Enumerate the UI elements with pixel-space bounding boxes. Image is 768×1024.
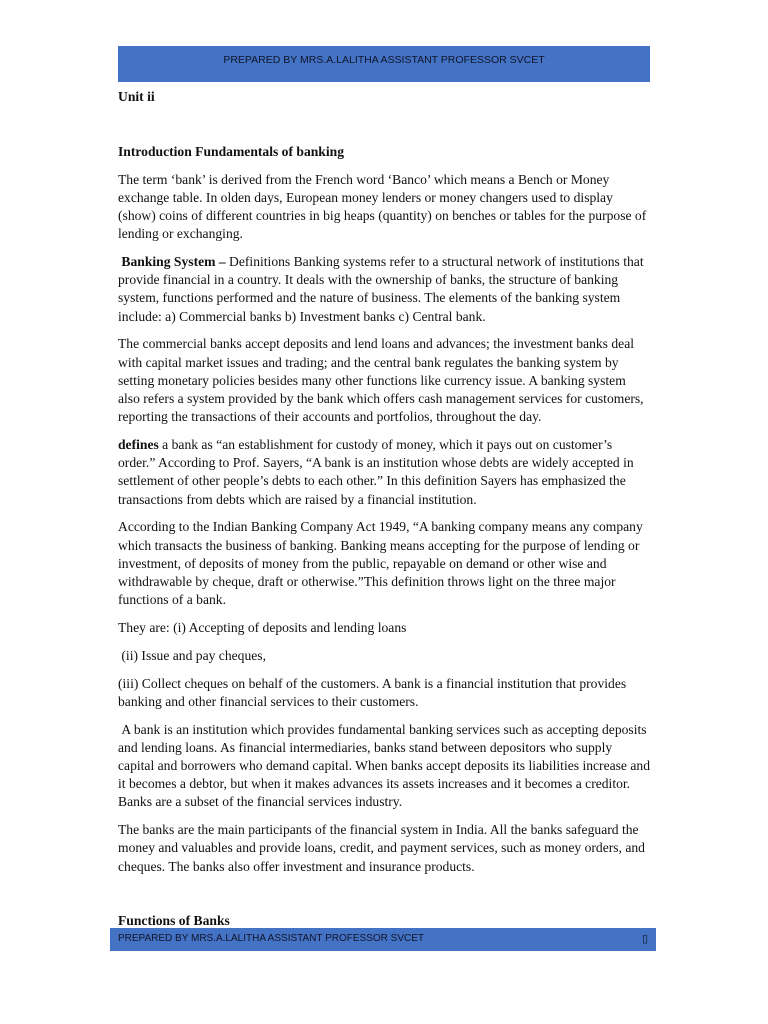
paragraph-functions-list-3: (iii) Collect cheques on behalf of the customers. A bank is a financial institution that provides banking and other financial services to their customers. [118, 675, 627, 709]
footer-text: PREPARED BY MRS.A.LALITHA ASSISTANT PROFESSOR SVCET [118, 933, 425, 944]
banking-system-term: Banking System – [121, 254, 226, 269]
definition-text: a bank as “an establishment for custody of money, which it pays out on customer’s order.” According to Prof. Sayers, “A bank is an institution whose debts are widely accepted in settlement of other people’s debts to each other.” In this definition Sayers has emphasized the transactions from debts which are raised by a financial institution. [118, 437, 634, 507]
bank-institution-text: A bank is an institution which provides fundamental banking services such as accepting deposits and lending loans. As financial intermediaries, banks stand between depositors who supply capital and borrowers who demand capital. When banks accept deposits its liabilities increase and it becomes a debtor, but when it makes advances its assets increases and it becomes a creditor. Banks are a subset of the financial services industry. [118, 721, 650, 810]
paragraph-functions-list-1: They are: (i) Accepting of deposits and lending loans [118, 620, 407, 636]
header-text: PREPARED BY MRS.A.LALITHA ASSISTANT PROFESSOR SVCET [223, 54, 545, 66]
paragraph-banking-act: According to the Indian Banking Company Act 1949, “A banking company means any company which transacts the business of banking. Banking means accepting for the purpose of lending or investment, of deposits of money from the public, repayable on demand or other wise and withdrawable by cheque, draft or otherwise.”This definition throws light on the three major functions of a bank. [118, 519, 643, 608]
unit-title: Unit ii [118, 89, 155, 104]
paragraph-bank-term: The term ‘bank’ is derived from the French word ‘Banco’ which means a Bench or Money exchange table. In olden days, European money lenders or money changers used to display (show) coins of different countries in big heaps (quantity) on benches or tables for the purpose of lending or exchanging. [118, 171, 647, 242]
paragraph-definition [118, 436, 650, 509]
functions-heading: Functions of Banks [118, 912, 230, 928]
paragraph-commercial-banks: The commercial banks accept deposits and lend loans and advances; the investment banks deal with capital market issues and trading; and the central bank regulates the banking system by setting monetary policies besides many other functions like currency issue. A banking system also refers a system provided by the bank which offers cash management services for customers, reporting the transactions of their accounts and portfolios, throughout the day. [118, 336, 644, 425]
paragraph-functions-list-2 [118, 647, 650, 665]
paragraph-financial-system: The banks are the main participants of the financial system in India. All the banks safeguard the money and valuables and provide loans, credit, and payment services, such as money orders, and cheques. The banks also offer investment and insurance products. [118, 822, 645, 874]
page-footer [110, 928, 656, 951]
defines-term: defines [118, 437, 159, 453]
intro-heading: Introduction Fundamentals of banking [118, 144, 344, 159]
document-body [118, 86, 650, 930]
page-header [118, 46, 650, 82]
banking-system-text: Definitions Banking systems refer to a structural network of institutions that provide financial in a country. It deals with the ownership of banks, the structure of banking system, functions performed and the nature of business. The elements of the banking system include: a) Commercial banks b) Investment banks c) Central bank. [118, 254, 644, 324]
page-number-marker: ▯ [641, 933, 648, 945]
paragraph-bank-institution [118, 721, 650, 812]
paragraph-banking-system [118, 253, 650, 326]
functions-list-2-text: (ii) Issue and pay cheques, [121, 647, 266, 663]
